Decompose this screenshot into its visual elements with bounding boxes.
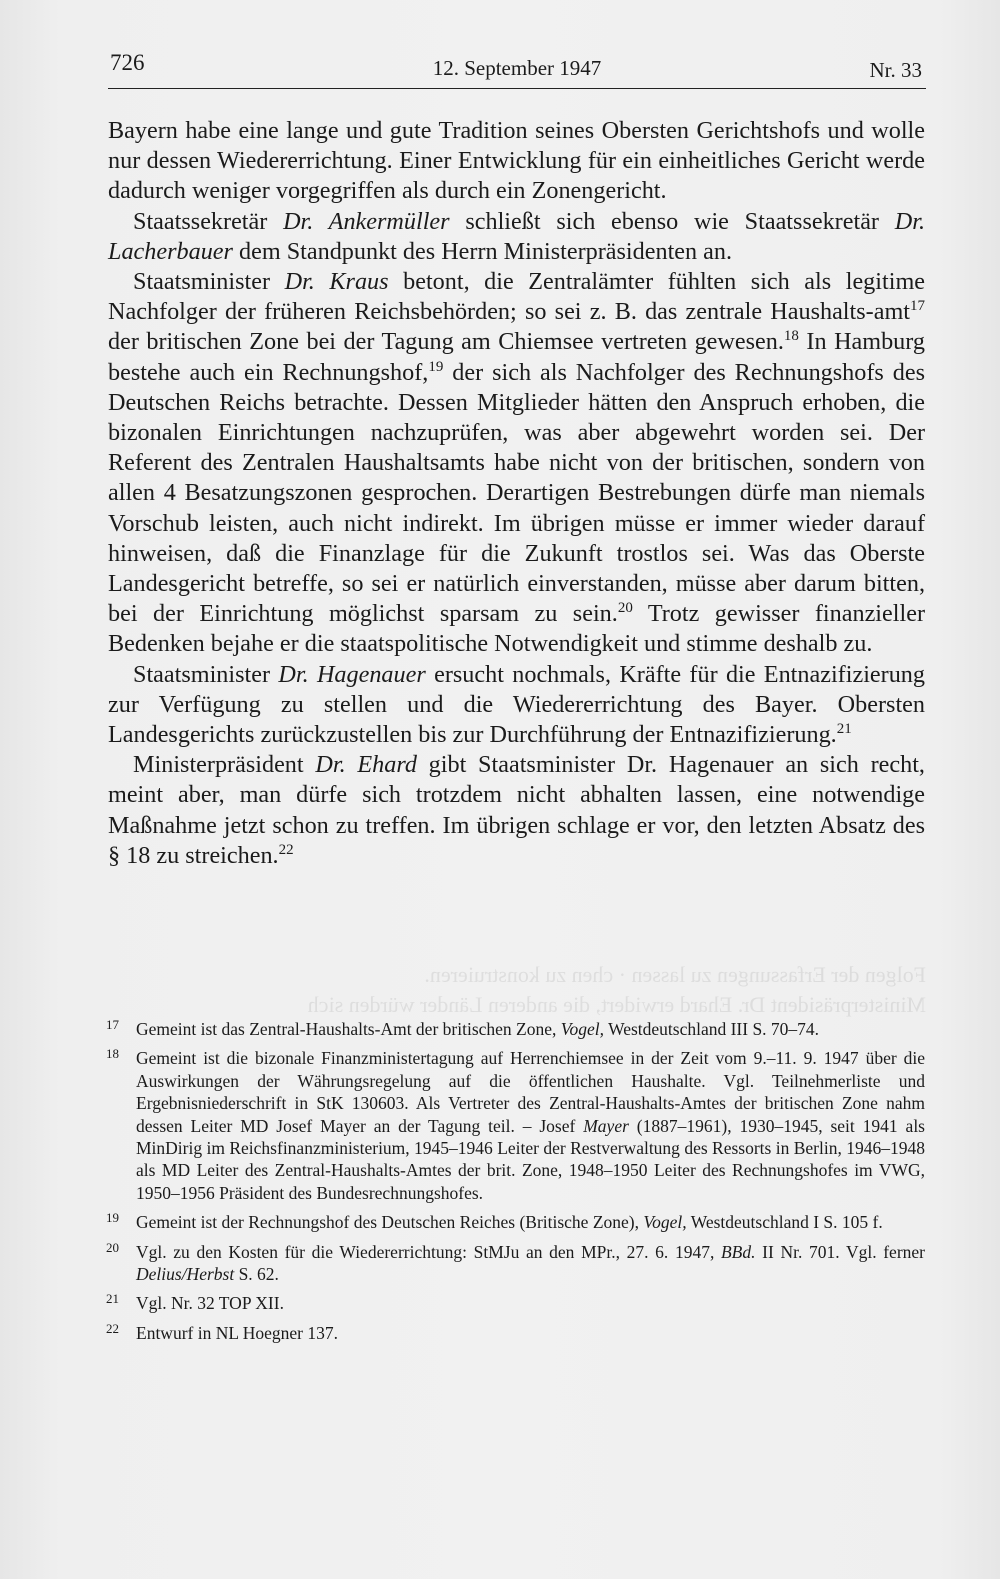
footnote-ref[interactable]: 22 [278,841,294,858]
footnote-number: 17 [106,1017,119,1032]
paragraph: Ministerpräsident Dr. Ehard gibt Staatsminister Dr. Hagenauer an sich recht, meint aber, man dürfe sich trotzdem nicht abhalten lassen, eine notwendige Maßnahme jetzt schon zu treffen. Im übrigen schlage er vor, den letzten Absatz des § 18 zu streichen.$^{22}$ [108,751,925,869]
show-through-decoration: Folgen der Erfassungen zu lassen · chen zu konstruieren. [424,962,926,987]
footnote-ref[interactable]: 21 [836,721,852,738]
person-name: Dr. Lacherbauer [108,207,925,265]
footnote-ref[interactable]: 19 [428,358,444,375]
footnote: 21 Vgl. Nr. 32 TOP XII. [108,1292,925,1314]
header-date: 12. September 1947 [432,56,602,80]
footnote: 17 Gemeint ist das Zentral-Haushalts-Amt der britischen Zone, Vogel, Westdeutschland III S. 70–74. [108,1018,925,1040]
footnote-number: 21 [106,1291,119,1307]
page-number: 726 [110,50,145,75]
footnote: 19 Gemeint ist der Rechnungshof des Deutschen Reiches (Britische Zone), Vogel, Westdeutschland I S. 105 f. [108,1211,925,1233]
footnote-ref[interactable]: 17 [910,298,925,315]
footnote-number: 18 [106,1046,119,1062]
footnote-number: 22 [106,1320,119,1336]
person-name: Dr. Ankermüller [283,207,450,235]
footnote-ref[interactable]: 20 [617,600,633,617]
running-header [108,48,926,89]
footnote-number: 19 [106,1210,119,1226]
person-name: Dr. Kraus [284,268,389,296]
person-name: Dr. Ehard [315,751,417,779]
footnote: 22 Entwurf in NL Hoegner 137. [108,1322,925,1344]
document-number: Nr. 33 [869,58,922,82]
show-through-decoration: Ministerpräsident Dr. Ehard erwidert, die anderen Länder würden sich [307,992,926,1017]
paragraph: Staatsminister Dr. Hagenauer ersucht nochmals, Kräfte für die Entnazifizierung zur Verfügung zu stellen und die Wiedererrichtung des Bayer. Obersten Landesgerichts zurückzustellen bis zur Durchführung der Entnazifizierung.$^{21}$ [108,660,925,749]
footnotes [108,1018,925,1351]
main-text [108,116,925,871]
paragraph: Bayern habe eine lange und gute Tradition seines Obersten Gerichtshofs und wolle nur dessen Wiedererrichtung. Einer Entwicklung für ein einheitliches Gericht werde dadurch weniger vorgegriffen als durch ein Zonengericht. [108,117,925,205]
person-name: Dr. Hagenauer [278,660,426,688]
paragraph: Staatssekretär Dr. Ankermüller schließt sich ebenso wie Staatssekretär Dr. Lacherbauer dem Standpunkt des Herrn Ministerpräsidenten an. [108,207,925,265]
footnote-number: 20 [106,1239,119,1255]
paragraph: Staatsminister Dr. Kraus betont, die Zentralämter fühlten sich als legitime Nachfolger der früheren Reichsbehörden; so sei z. B. das zentrale Haushalts-amt$^{17}$ der britischen Zone bei der Tagung am Chiemsee vertreten gewesen.$^{18}$ In Hamburg bestehe auch ein Rechnungshof,$^{19}$ der sich als Nachfolger des Rechnungshofs des Deutschen Reichs betrachte. Dessen Mitglieder hätten den Anspruch erhoben, die bizonalen Einrichtungen nachzuprüfen, was aber abgewehrt worden sei. Der Referent des Zentralen Haushaltsamts habe nicht von der britischen, sondern von allen 4 Besatzungszonen gesprochen. Derartigen Bestrebungen dürfe man niemals Vorschub leisten, auch nicht indirekt. Im übrigen müsse er immer wieder darauf hinweisen, daß die Finanzlage für die Zukunft trostlos sei. Was das Oberste Landesgericht betreffe, so sei er natürlich einverstanden, müsse aber darum bitten, bei der Einrichtung möglichst sparsam zu sein.$^{20}$ Trotz gewisser finanzieller Bedenken bejahe er die staatspolitische Notwendigkeit und stimme deshalb zu. [108,268,926,658]
footnote: 20 Vgl. zu den Kosten für die Wiedererrichtung: StMJu an den MPr., 27. 6. 1947, BBd. II Nr. 701. Vgl. ferner Delius/Herbst S. 62. [108,1241,925,1286]
footnote-ref[interactable]: 18 [783,328,799,345]
footnote: 18 Gemeint ist die bizonale Finanzministertagung auf Herrenchiemsee in der Zeit vom 9.–11. 9. 1947 über die Auswirkungen der Währungsregelung auf die öffentlichen Haushalte. Vgl. Teilnehmerliste und Ergebnisniederschrift in StK 130603. Als Vertreter des Zentral-Haushalts-Amtes der britischen Zone nahm dessen Leiter MD Josef Mayer an der Tagung teil. – Josef Mayer (1887–1961), 1930–1945, seit 1941 als MinDirig im Reichsfinanzministerium, 1945–1946 Leiter der Restverwaltung des Ressorts in Berlin, 1946–1948 als MD Leiter des Zentral-Haushalts-Amtes der brit. Zone, 1948–1950 Leiter des Rechnungshofes im VWG, 1950–1956 Präsident des Bundesrechnungshofes. [108,1047,925,1204]
